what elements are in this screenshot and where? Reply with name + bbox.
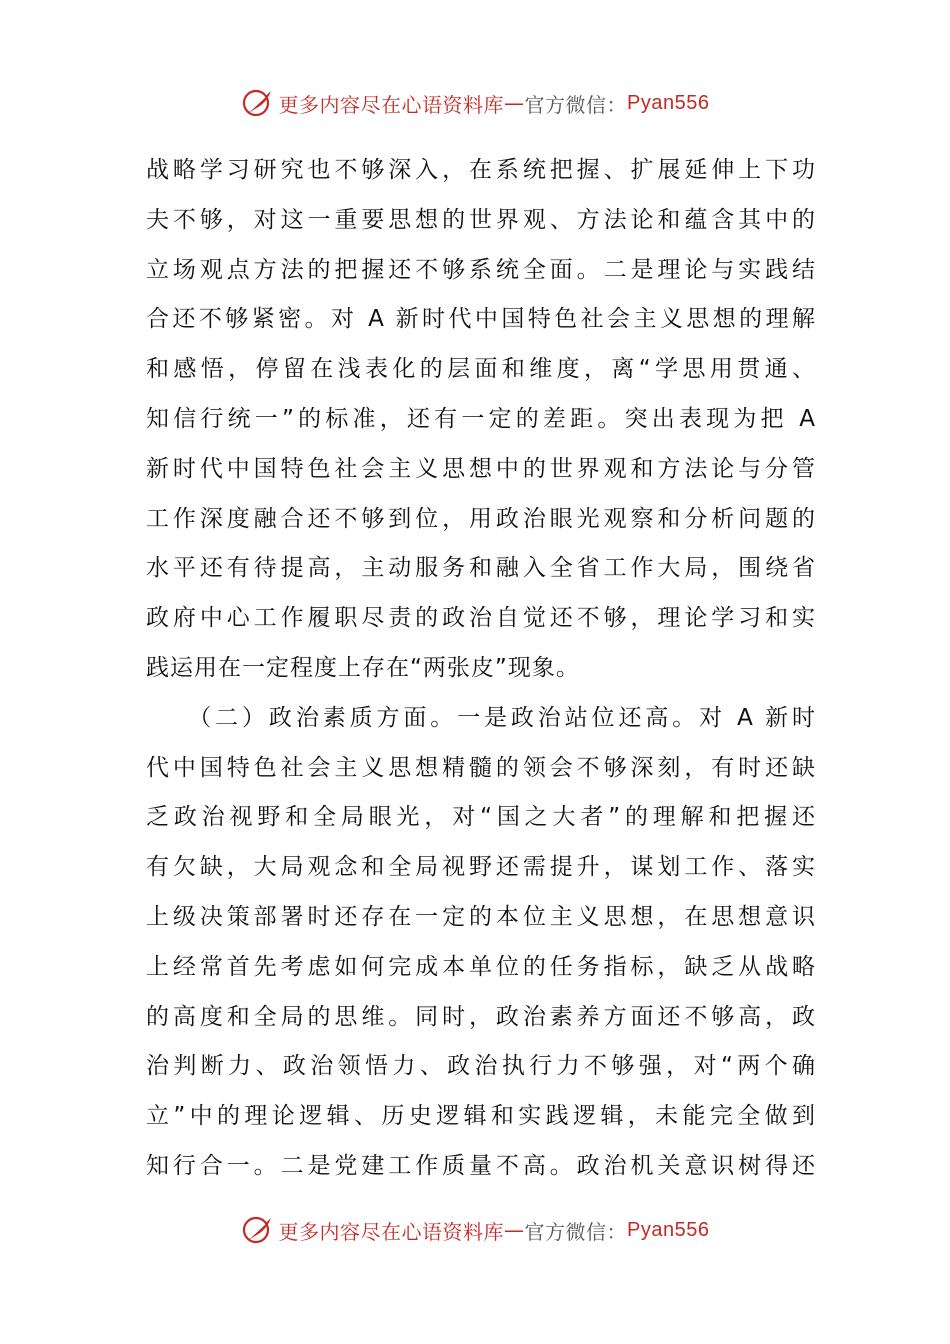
text-line: 乏政治视野和全局眼光，对“国之大者”的理解和把握还	[146, 804, 816, 831]
header-wechat-label: 官方微信：	[524, 92, 628, 117]
text-line: 水平还有待提高，主动服务和融入全省工作大局，围绕省	[146, 555, 816, 582]
footer-separator: —	[504, 1218, 525, 1242]
document-body	[146, 146, 816, 1192]
header-wechat-id: Pyan556	[627, 91, 710, 114]
header-separator: —	[504, 91, 525, 115]
quill-logo-icon	[241, 1213, 275, 1247]
text-line: 上级决策部署时还存在一定的本位主义思想，在思想意识	[146, 903, 816, 930]
text-line: 治判断力、政治领悟力、政治执行力不够强，对“两个确	[146, 1053, 816, 1080]
text-line: 代中国特色社会主义思想精髓的领会不够深刻，有时还缺	[146, 754, 816, 781]
footer-banner	[0, 1210, 950, 1250]
text-line: 有欠缺，大局观念和全局视野还需提升，谋划工作、落实	[146, 854, 816, 881]
text-line: （二）政治素质方面。一是政治站位还高。对 A 新时	[146, 704, 816, 731]
text-line: 知行合一。二是党建工作质量不高。政治机关意识树得还	[146, 1152, 816, 1179]
text-line: 立”中的理论逻辑、历史逻辑和实践逻辑，未能完全做到	[146, 1103, 816, 1130]
quill-logo-icon	[241, 86, 275, 120]
text-line: 立场观点方法的把握还不够系统全面。二是理论与实践结	[146, 256, 816, 283]
header-site-text: 更多内容尽在心语资料库	[278, 92, 505, 117]
text-line: 上经常首先考虑如何完成本单位的任务指标，缺乏从战略	[146, 953, 816, 980]
header-banner	[0, 83, 950, 123]
text-line: 新时代中国特色社会主义思想中的世界观和方法论与分管	[146, 455, 816, 482]
text-line: 知信行统一”的标准，还有一定的差距。突出表现为把 A	[146, 405, 816, 432]
text-line: 的高度和全局的思维。同时，政治素养方面还不够高，政	[146, 1003, 816, 1030]
text-line: 政府中心工作履职尽责的政治自觉还不够，理论学习和实	[146, 605, 816, 632]
text-line: 工作深度融合还不够到位，用政治眼光观察和分析问题的	[146, 505, 816, 532]
footer-site-text: 更多内容尽在心语资料库	[278, 1219, 505, 1244]
text-line: 夫不够，对这一重要思想的世界观、方法论和蕴含其中的	[146, 206, 816, 233]
footer-wechat-id: Pyan556	[627, 1218, 710, 1241]
footer-wechat-label: 官方微信：	[524, 1219, 628, 1244]
text-line: 战略学习研究也不够深入，在系统把握、扩展延伸上下功	[146, 157, 816, 183]
text-line: 践运用在一定程度上存在“两张皮”现象。	[146, 654, 580, 681]
text-line: 合还不够紧密。对 A 新时代中国特色社会主义思想的理解	[146, 306, 816, 333]
text-line: 和感悟，停留在浅表化的层面和维度，离“学思用贯通、	[146, 356, 816, 383]
